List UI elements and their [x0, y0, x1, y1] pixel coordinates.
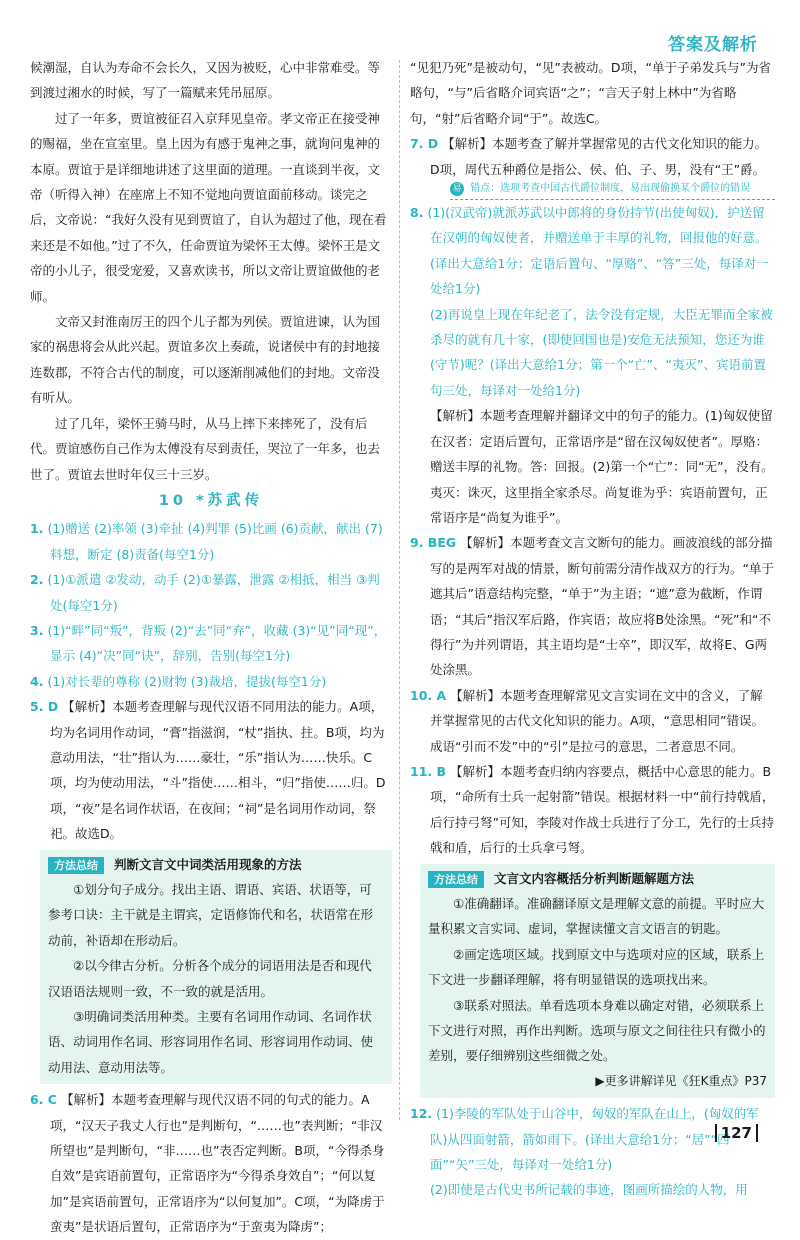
method-step: ③明确词类活用种类。主要有名词用作动词、名词作状语、动词用作名词、形容词用作名词、形容词用作动词、使动用法、意动用法等。: [48, 1009, 374, 1075]
question-number: 12.: [410, 1106, 433, 1122]
answer-item: [30, 618, 392, 669]
answer-item: [30, 516, 392, 567]
analysis-text: 【解析】本题考查理解与现代汉语不同用法的能力。A项，均为名词用作动词，“膏”指滋润，“杖”指执、拄。B项，均为意动用法，“壮”指认为……豪壮，“乐”指认为……快乐。C项，均为使动用法，“斗”指使……相斗，“归”指使……归。D项，“夜”是名词作状语，在夜间；“祠”是名词用作动词，祭祀。故选D。: [50, 699, 386, 842]
question-number: 6. C: [30, 1092, 57, 1108]
tip-text: 错点：选项考查中国古代爵位制度，易出现偷换某个爵位的错误: [470, 183, 751, 195]
error-tip: [450, 182, 775, 200]
answer-text: (1)①派遣 ②发动，动手 (2)①暴露，泄露 ②相抵，相当 ③判处(每空1分): [47, 572, 380, 613]
method-step: ②以今律古分析。分析各个成分的词语用法是否和现代汉语语法规则一致，不一致的就是活用。: [48, 958, 372, 999]
method-step: ①划分句子成分。找出主语、谓语、宾语、状语等，可参考口诀：主干就是主谓宾，定语修饰代和名，状语常在形动前，补语却在形动后。: [48, 882, 374, 948]
question-number: 3.: [30, 622, 44, 638]
method-title: 文言文内容概括分析判断题解题方法: [493, 870, 694, 886]
analysis-text: 【解析】本题考查理解并翻译文中的句子的能力。(1)匈奴使留在汉者：定语后置句，正常语序是“留在汉匈奴使者”。厚赂：赠送丰厚的礼物。答：回报。(2)第一个“亡”：同“无”，没有。夷灭：诛灭，这里指全家杀尽。尚复谁为乎：宾语前置句，正常语序是“尚复为谁乎”。: [430, 408, 774, 525]
question-number: 5. D: [30, 699, 59, 715]
question-number: 7. D: [410, 136, 439, 152]
method-tag: 方法总结: [428, 871, 484, 888]
question-number: 10. A: [410, 687, 447, 703]
method-title: 判断文言文中词类活用现象的方法: [113, 856, 302, 872]
header-title: 答案及解析: [668, 35, 758, 55]
answer-text: (1)李陵的军队处于山谷中，匈奴的军队在山上，(匈奴的军队)从四面射箭，箭如雨下。(译出大意给1分；“居”“四面”“矢”三处，每译对一处给1分): [430, 1106, 759, 1173]
question-number: 4.: [30, 673, 44, 689]
right-column: [410, 55, 775, 1203]
method-summary-box: [420, 864, 775, 1099]
answer-item: [410, 683, 775, 759]
reference-note: ▶更多讲解详见《狂K重点》P37: [595, 1073, 767, 1088]
analysis-text: 【解析】本题考查归纳内容要点，概括中心意思的能力。B项，“命所有士兵一起射箭”错误。根据材料一中“前行持戟盾，后行持弓弩”可知，李陵对作战士兵进行了分工，先行的士兵持戟和盾，后行的士兵拿弓弩。: [430, 763, 775, 856]
method-tag: 方法总结: [48, 857, 104, 874]
translation-paragraph: 文帝又封淮南厉王的四个儿子都为列侯。贾谊进谏，认为国家的祸患将会从此兴起。贾谊多次上奏疏，说诸侯中有的封地接连数郡，不符合古代的制度，可以逐渐削减他们的封地。文帝没有听从。: [30, 314, 381, 406]
answer-item: [410, 759, 775, 861]
translation-paragraph: 过了几年，梁怀王骑马时，从马上摔下来摔死了，没有后代。贾谊感伤自己作为太傅没有尽到责任，哭泣了一年多，也去世了。贾谊去世时年仅三十三岁。: [30, 415, 381, 482]
translation-paragraph: 候潮湿，自认为寿命不会长久，又因为被贬，心中非常难受。等到渡过湘水的时候，写了一篇赋来凭吊屈原。: [30, 60, 381, 101]
answer-item: [30, 567, 392, 618]
question-number: 9. BEG: [410, 535, 457, 551]
method-step: ①准确翻译。准确翻译原文是理解文意的前提。平时应大量积累文言实词、虚词，掌握读懂文言文语言的钥匙。: [428, 896, 765, 937]
question-number: 8.: [410, 205, 424, 221]
analysis-text: 【解析】本题考查了解并掌握常见的古代文化知识的能力。D项，周代五种爵位是指公、侯、伯、子、男，没有“王”爵。: [430, 136, 768, 177]
answer-item: [30, 1087, 392, 1239]
question-number: 1.: [30, 521, 44, 537]
analysis-text: 【解析】本题考查理解常见文言实词在文中的含义，了解并掌握常见的古代文化知识的能力。A项，“意思相同”错误。成语“引而不发”中的“引”是拉弓的意思，二者意思不同。: [430, 687, 765, 754]
answer-text: (2)再说皇上现在年纪老了，法令没有定规，大臣无罪而全家被杀尽的就有几十家，(即使回国也是)安危无法预知，您还为谁(守节)呢？(译出大意给1分；第一个“亡”、“夷灭”、宾语前置句三处，每译对一处给1分): [430, 306, 773, 398]
section-title: 10 *苏武传: [158, 492, 264, 509]
question-number: 2.: [30, 572, 44, 588]
analysis-text: 【解析】本题考查文言文断句的能力。画波浪线的部分描写的是两军对战的情景，断句前需分清作战双方的行为。“单于遮其后”语意结构完整，“单于”为主语；“遮”意为截断，作谓语；“其后”指汉军后路，作宾语；故应将B处涂黑。“死”和“不得行”为并列谓语，其主语均是“士卒”，即汉军，故将E、G两处涂黑。: [430, 535, 774, 678]
answer-text: (1)对长辈的尊称 (2)财物 (3)裁培，提拔(每空1分): [47, 673, 327, 689]
method-step: ②画定选项区域。找到原文中与选项对应的区域，联系上下文进一步翻译理解，将有明显错误的选项找出来。: [428, 946, 765, 988]
method-step: ③联系对照法。单看选项本身难以确定对错，必须联系上下文进行对照，再作出判断。选项与原文之间往往只有微小的差别，要仔细辨别这些细微之处。: [428, 997, 766, 1064]
analysis-text: 【解析】本题考查理解与现代汉语不同的句式的能力。A项，“汉天子我丈人行也”是判断句，“……也”表判断；“非汉所望也”是判断句，“非……也”表否定判断。B项，“今得杀身自效”是宾语前置句，正常语序为“今得杀身效自”；“何以复加”是宾语前置句，正常语序为“以何复加”。C项，“为降虏于蛮夷”是状语后置句，正常语序为“于蛮夷为降虏”；: [50, 1092, 385, 1235]
answer-text: (1)赠送 (2)率领 (3)牵扯 (4)判罪 (5)比画 (6)贡献，献出 (7)料想，断定 (8)责备(每空1分): [47, 521, 383, 562]
answer-text: (2)即使是古代史书所记载的事迹，图画所描绘的人物，用: [430, 1182, 748, 1198]
translation-paragraph: 过了一年多，贾谊被征召入京拜见皇帝。孝文帝正在接受神的赐福，坐在宣室里。皇上因为有感于鬼神之事，就询问鬼神的本原。贾谊于是详细地讲述了这里面的道理。一直谈到半夜，文帝（听得入神）在座席上不知不觉地向贾谊面前移动。谈完之后，文帝说：“我好久没有见到贾谊了，自认为超过了他，现在看来还是不如他。”过了不久，任命贾谊为梁怀王太傅。梁怀王是文帝的小儿子，很受宠爱，又喜欢读书，所以文帝让贾谊做他的老师。: [30, 110, 387, 304]
answer-item: [30, 694, 392, 846]
column-divider: [399, 60, 400, 1120]
answer-item: [410, 200, 775, 302]
answer-item: [410, 131, 775, 182]
method-summary-box: [40, 850, 392, 1085]
answer-text: (1)(汉武帝)就派苏武以中郎将的身份持节(出使匈奴)，护送留在汉朝的匈奴使者，并赠送单于丰厚的礼物，回报他的好意。(译出大意给1分；定语后置句、“厚赂”、“答”三处，每译对一处给1分): [427, 205, 769, 297]
question-number: 11. B: [410, 763, 447, 779]
answer-text: (1)“畔”同“叛”，背叛 (2)“去”同“弃”，收藏 (3)“见”同“现”，显示 (4)“决”同“诀”，辞别，告别(每空1分): [47, 622, 387, 664]
page-number: 127: [715, 1124, 758, 1142]
answer-item: [410, 530, 775, 682]
warning-icon: 易: [450, 182, 464, 196]
left-column: [30, 55, 392, 1240]
analysis-continuation: “见犯乃死”是被动句，“见”表被动。D项，“单于子弟发兵与”为省略句，“与”后省略介词宾语“之”；“言天子射上林中”为省略句，“射”后省略介词“于”。故选C。: [410, 60, 771, 126]
answer-item: [30, 669, 392, 694]
